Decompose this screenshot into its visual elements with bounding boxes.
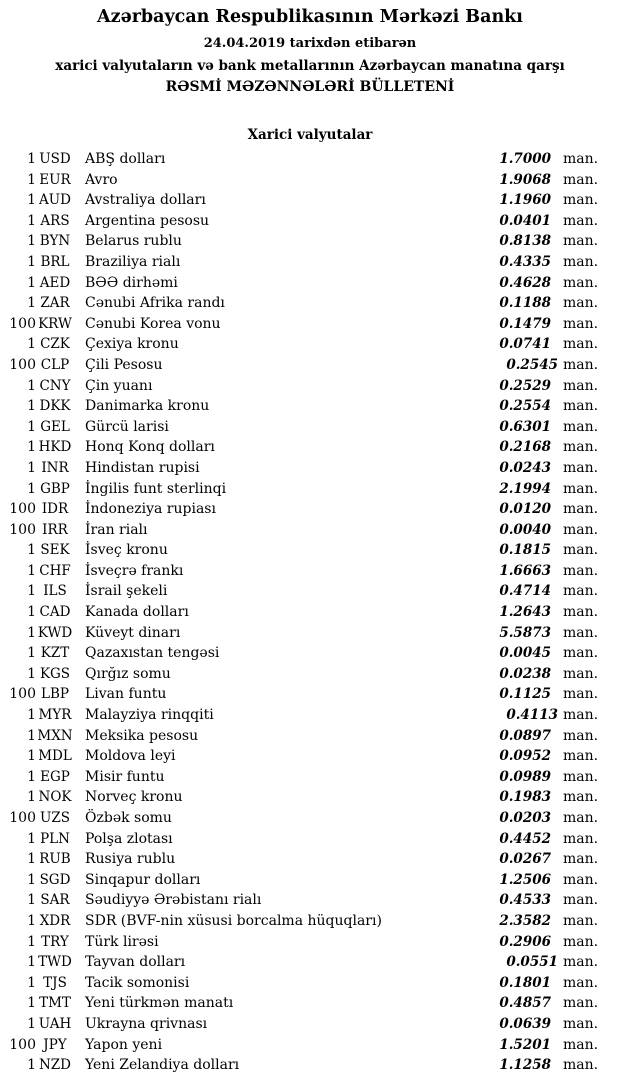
currency-code: MDL xyxy=(38,748,72,765)
rate-value: 0.1815 xyxy=(499,542,551,559)
rate-value: 0.4452 xyxy=(499,830,551,847)
rate-value: 0.1125 xyxy=(499,686,551,703)
unit-label: man. xyxy=(563,459,599,476)
rate-value: 0.1188 xyxy=(499,295,551,312)
currency-code: XDR xyxy=(39,912,71,929)
unit-label: man. xyxy=(563,521,599,538)
currency-code: KZT xyxy=(40,645,70,662)
nominal-value: 1 xyxy=(27,480,36,497)
unit-label: man. xyxy=(563,1015,599,1032)
currency-code: JPY xyxy=(43,1036,67,1053)
rate-value: 0.1479 xyxy=(499,315,551,332)
currency-name: Argentina pesosu xyxy=(85,212,210,229)
currency-code: SEK xyxy=(40,542,70,559)
nominal-value: 1 xyxy=(27,665,36,682)
currency-name: Yeni Zelandiya dolları xyxy=(85,1057,240,1074)
rate-value: 2.3582 xyxy=(499,912,551,929)
exchange-rate-row xyxy=(0,808,620,829)
nominal-value: 1 xyxy=(27,192,36,209)
currency-name: Qazaxıstan tengəsi xyxy=(85,645,220,662)
nominal-value: 1 xyxy=(27,253,36,270)
rate-value: 0.2906 xyxy=(499,933,551,950)
nominal-value: 1 xyxy=(27,542,36,559)
exchange-rate-row xyxy=(0,1035,620,1056)
currency-code: AED xyxy=(39,274,71,291)
unit-label: man. xyxy=(563,542,599,559)
rate-value: 0.0267 xyxy=(499,851,551,868)
currency-name: Moldova leyi xyxy=(85,748,176,765)
currency-name: Ukrayna qrivnası xyxy=(85,1015,208,1032)
unit-label: man. xyxy=(563,583,599,600)
bulletin-page xyxy=(0,7,620,1080)
rate-value: 1.6663 xyxy=(499,562,551,579)
unit-label: man. xyxy=(563,727,599,744)
currency-name: Honq Konq dolları xyxy=(85,439,215,456)
currency-code: TMT xyxy=(39,995,71,1012)
unit-label: man. xyxy=(563,645,599,662)
exchange-rate-row xyxy=(0,314,620,335)
currency-code: CZK xyxy=(40,336,70,353)
nominal-value: 1 xyxy=(27,768,36,785)
currency-name: İndoneziya rupiası xyxy=(85,501,216,518)
nominal-value: 1 xyxy=(27,562,36,579)
currency-code: EUR xyxy=(39,171,71,188)
exchange-rate-row xyxy=(0,355,620,376)
nominal-value: 1 xyxy=(27,171,36,188)
section-title-foreign-currencies: Xarici valyutalar xyxy=(247,127,373,143)
rate-value: 0.1983 xyxy=(499,789,551,806)
unit-label: man. xyxy=(563,830,599,847)
rate-value: 0.0203 xyxy=(499,810,551,826)
unit-label: man. xyxy=(563,501,599,518)
rate-value: 1.5201 xyxy=(499,1036,551,1053)
exchange-rate-row xyxy=(0,581,620,602)
currency-name: İran rialı xyxy=(85,521,148,538)
currency-code: USD xyxy=(39,151,71,167)
nominal-value: 1 xyxy=(27,624,36,641)
unit-label: man. xyxy=(563,418,599,435)
exchange-rate-row xyxy=(0,952,620,973)
bulletin-title: RƏSMİ MƏZƏNNƏLƏRİ BÜLLETENİ xyxy=(165,79,455,95)
currency-name: Danimarka kronu xyxy=(85,398,210,415)
currency-code: DKK xyxy=(39,398,71,415)
exchange-rate-row xyxy=(0,746,620,767)
exchange-rate-row xyxy=(0,890,620,911)
rate-value: 0.0897 xyxy=(499,727,551,744)
currency-code: RUB xyxy=(39,851,71,868)
currency-code: IRR xyxy=(42,521,68,538)
rate-value: 1.1960 xyxy=(499,192,551,209)
exchange-rate-row xyxy=(0,911,620,932)
exchange-rate-row xyxy=(0,170,620,191)
rate-value: 0.4628 xyxy=(499,274,551,291)
exchange-rate-row xyxy=(0,993,620,1014)
exchange-rate-row xyxy=(0,829,620,850)
exchange-rate-row xyxy=(0,1014,620,1035)
rate-value: 1.7000 xyxy=(499,151,551,167)
currency-name: Yapon yeni xyxy=(85,1036,163,1053)
currency-name: İngilis funt sterlinqi xyxy=(85,480,227,497)
exchange-rate-row xyxy=(0,520,620,541)
currency-code: INR xyxy=(41,459,69,476)
currency-name: Tacik somonisi xyxy=(85,974,190,991)
currency-code: SAR xyxy=(40,892,70,909)
exchange-rate-row xyxy=(0,437,620,458)
exchange-rate-row xyxy=(0,149,620,170)
currency-code: KGS xyxy=(39,665,71,682)
currency-name: Livan funtu xyxy=(85,686,167,703)
rate-value: 0.4533 xyxy=(499,892,551,909)
exchange-rate-row xyxy=(0,376,620,397)
currency-code: GBP xyxy=(40,480,70,497)
unit-label: man. xyxy=(563,562,599,579)
nominal-value: 1 xyxy=(27,1015,36,1032)
rate-value: 1.2643 xyxy=(499,604,551,621)
unit-label: man. xyxy=(563,398,599,415)
unit-label: man. xyxy=(563,377,599,394)
unit-label: man. xyxy=(563,274,599,291)
currency-name: Cənubi Afrika randı xyxy=(85,295,225,312)
nominal-value: 1 xyxy=(27,459,36,476)
currency-name: Meksika pesosu xyxy=(85,727,199,744)
currency-name: İsveç kronu xyxy=(85,542,168,559)
nominal-value: 1 xyxy=(27,727,36,744)
currency-code: TJS xyxy=(43,974,67,991)
nominal-value: 100 xyxy=(9,686,36,703)
currency-name: Cənubi Korea vonu xyxy=(85,315,221,332)
rate-value: 0.4335 xyxy=(499,253,551,270)
currency-code: SGD xyxy=(39,871,71,888)
rate-value: 0.0120 xyxy=(499,501,551,518)
rate-value: 0.0401 xyxy=(499,212,551,229)
nominal-value: 1 xyxy=(27,645,36,662)
exchange-rate-row xyxy=(0,334,620,355)
exchange-rate-row xyxy=(0,190,620,211)
rate-value: 0.0989 xyxy=(499,768,551,785)
currency-code: EGP xyxy=(40,768,70,785)
exchange-rate-row xyxy=(0,499,620,520)
rate-value: 0.4714 xyxy=(499,583,551,600)
currency-code: CLP xyxy=(40,356,70,373)
unit-label: man. xyxy=(563,954,599,971)
rate-value: 0.8138 xyxy=(499,233,551,250)
unit-label: man. xyxy=(563,871,599,888)
unit-label: man. xyxy=(563,995,599,1012)
unit-label: man. xyxy=(563,789,599,806)
exchange-rate-row xyxy=(0,602,620,623)
currency-code: KWD xyxy=(37,624,73,641)
unit-label: man. xyxy=(563,315,599,332)
currency-name: BƏƏ dirhəmi xyxy=(85,274,178,291)
exchange-rate-row xyxy=(0,643,620,664)
currency-name: Norveç kronu xyxy=(85,789,183,806)
currency-code: ZAR xyxy=(40,295,70,312)
currency-name: İsrail şekeli xyxy=(85,583,168,600)
currency-name: Səudiyyə Ərəbistanı rialı xyxy=(85,892,262,909)
currency-name: Hindistan rupisi xyxy=(85,459,200,476)
effective-date-line: 24.04.2019 tarixdən etibarən xyxy=(203,36,417,51)
unit-label: man. xyxy=(563,810,599,826)
currency-name: Belarus rublu xyxy=(85,233,182,250)
nominal-value: 100 xyxy=(9,521,36,538)
unit-label: man. xyxy=(563,356,599,373)
exchange-rate-row xyxy=(0,664,620,685)
unit-label: man. xyxy=(563,192,599,209)
currency-code: TRY xyxy=(41,933,69,950)
currency-name: Polşa zlotası xyxy=(85,830,173,847)
rate-value: 0.6301 xyxy=(499,418,551,435)
bank-title: Azərbaycan Respublikasının Mərkəzi Bankı xyxy=(97,7,523,27)
currency-code: MXN xyxy=(37,727,73,744)
nominal-value: 1 xyxy=(27,583,36,600)
unit-label: man. xyxy=(563,1036,599,1053)
exchange-rate-row xyxy=(0,932,620,953)
nominal-value: 1 xyxy=(27,933,36,950)
rate-value: 0.0741 xyxy=(499,336,551,353)
unit-label: man. xyxy=(563,212,599,229)
nominal-value: 1 xyxy=(27,995,36,1012)
exchange-rate-row xyxy=(0,293,620,314)
currency-name: Qırğız somu xyxy=(85,665,171,682)
currency-code: TWD xyxy=(38,954,72,971)
unit-label: man. xyxy=(563,912,599,929)
currency-code: CHF xyxy=(39,562,71,579)
nominal-value: 1 xyxy=(27,295,36,312)
nominal-value: 1 xyxy=(27,871,36,888)
rate-value: 0.0045 xyxy=(499,645,551,662)
currency-name: Misir funtu xyxy=(85,768,165,785)
unit-label: man. xyxy=(563,439,599,456)
rate-value: 0.4857 xyxy=(499,995,551,1012)
currency-name: Gürcü larisi xyxy=(85,418,169,435)
nominal-value: 100 xyxy=(9,810,36,826)
currency-name: Sinqapur dolları xyxy=(85,871,201,888)
nominal-value: 1 xyxy=(27,439,36,456)
currency-name: Avro xyxy=(85,171,118,188)
nominal-value: 1 xyxy=(27,789,36,806)
exchange-rate-row xyxy=(0,417,620,438)
exchange-rate-row xyxy=(0,252,620,273)
nominal-value: 1 xyxy=(27,274,36,291)
exchange-rate-row xyxy=(0,561,620,582)
unit-label: man. xyxy=(563,480,599,497)
currency-name: Çili Pesosu xyxy=(85,356,163,373)
rate-value: 1.1258 xyxy=(499,1057,551,1074)
nominal-value: 1 xyxy=(27,974,36,991)
exchange-rate-row xyxy=(0,479,620,500)
nominal-value: 1 xyxy=(27,418,36,435)
rate-value: 0.2168 xyxy=(499,439,551,456)
currency-code: BRL xyxy=(40,253,70,270)
unit-label: man. xyxy=(563,851,599,868)
exchange-rate-table xyxy=(0,149,620,1076)
currency-name: İsveçrə frankı xyxy=(85,562,184,579)
exchange-rate-row xyxy=(0,705,620,726)
unit-label: man. xyxy=(563,748,599,765)
exchange-rate-row xyxy=(0,396,620,417)
nominal-value: 100 xyxy=(9,1036,36,1053)
currency-name: Çin yuanı xyxy=(85,377,153,394)
unit-label: man. xyxy=(563,707,599,724)
currency-name: Kanada dolları xyxy=(85,604,189,621)
currency-code: MYR xyxy=(38,707,72,724)
rate-value: 0.0243 xyxy=(499,459,551,476)
unit-label: man. xyxy=(563,624,599,641)
currency-name: SDR (BVF-nin xüsusi borcalma hüquqları) xyxy=(85,912,382,929)
nominal-value: 1 xyxy=(27,830,36,847)
rate-value: 0.2545 xyxy=(506,356,558,373)
nominal-value: 100 xyxy=(9,356,36,373)
exchange-rate-row xyxy=(0,211,620,232)
nominal-value: 1 xyxy=(27,233,36,250)
nominal-value: 1 xyxy=(27,892,36,909)
nominal-value: 1 xyxy=(27,398,36,415)
currency-name: Tayvan dolları xyxy=(85,954,186,971)
currency-code: HKD xyxy=(38,439,72,456)
exchange-rate-row xyxy=(0,458,620,479)
unit-label: man. xyxy=(563,686,599,703)
currency-code: CNY xyxy=(39,377,71,394)
rate-value: 1.2506 xyxy=(499,871,551,888)
unit-label: man. xyxy=(563,336,599,353)
unit-label: man. xyxy=(563,604,599,621)
currency-code: CAD xyxy=(39,604,71,621)
currency-code: NOK xyxy=(38,789,72,806)
nominal-value: 1 xyxy=(27,851,36,868)
nominal-value: 1 xyxy=(27,954,36,971)
currency-code: GEL xyxy=(40,418,70,435)
currency-code: LBP xyxy=(41,686,69,703)
rate-value: 0.0551 xyxy=(506,954,558,971)
rate-value: 0.0639 xyxy=(499,1015,551,1032)
currency-name: Özbək somu xyxy=(85,810,172,826)
nominal-value: 1 xyxy=(27,377,36,394)
currency-code: KRW xyxy=(38,315,72,332)
nominal-value: 1 xyxy=(27,212,36,229)
exchange-rate-row xyxy=(0,726,620,747)
unit-label: man. xyxy=(563,1057,599,1074)
rate-value: 0.0040 xyxy=(499,521,551,538)
exchange-rate-row xyxy=(0,870,620,891)
nominal-value: 1 xyxy=(27,336,36,353)
unit-label: man. xyxy=(563,665,599,682)
currency-code: ARS xyxy=(40,212,70,229)
nominal-value: 100 xyxy=(9,315,36,332)
unit-label: man. xyxy=(563,892,599,909)
currency-code: PLN xyxy=(40,830,70,847)
unit-label: man. xyxy=(563,253,599,270)
rate-value: 1.9068 xyxy=(499,171,551,188)
exchange-rate-row xyxy=(0,787,620,808)
currency-code: IDR xyxy=(41,501,69,518)
exchange-rate-row xyxy=(0,231,620,252)
unit-label: man. xyxy=(563,933,599,950)
rate-value: 0.4113 xyxy=(506,707,558,724)
unit-label: man. xyxy=(563,233,599,250)
currency-code: ILS xyxy=(43,583,67,600)
rate-value: 0.1801 xyxy=(499,974,551,991)
exchange-rate-row xyxy=(0,684,620,705)
unit-label: man. xyxy=(563,295,599,312)
currency-code: UAH xyxy=(38,1015,72,1032)
nominal-value: 1 xyxy=(27,748,36,765)
nominal-value: 1 xyxy=(27,151,36,167)
currency-name: ABŞ dolları xyxy=(85,151,166,167)
rate-value: 0.2554 xyxy=(499,398,551,415)
exchange-rate-row xyxy=(0,973,620,994)
rate-value: 0.2529 xyxy=(499,377,551,394)
rate-value: 0.0952 xyxy=(499,748,551,765)
exchange-rate-row xyxy=(0,849,620,870)
currency-code: NZD xyxy=(38,1057,72,1074)
exchange-rate-row xyxy=(0,273,620,294)
currency-name: Avstraliya dolları xyxy=(85,192,206,209)
exchange-rate-row xyxy=(0,540,620,561)
exchange-rate-row xyxy=(0,767,620,788)
currency-name: Küveyt dinarı xyxy=(85,624,181,641)
rate-value: 5.5873 xyxy=(499,624,551,641)
currency-code: AUD xyxy=(39,192,71,209)
unit-label: man. xyxy=(563,768,599,785)
currency-code: BYN xyxy=(39,233,71,250)
unit-label: man. xyxy=(563,974,599,991)
unit-label: man. xyxy=(563,171,599,188)
unit-label: man. xyxy=(563,151,599,167)
exchange-rate-row xyxy=(0,623,620,644)
currency-name: Malayziya rinqqiti xyxy=(85,707,214,724)
currency-name: Türk lirəsi xyxy=(85,933,159,950)
rate-value: 0.0238 xyxy=(499,665,551,682)
bulletin-subtitle: xarici valyutaların və bank metallarının Azərbaycan manatına qarşı xyxy=(55,58,565,74)
currency-name: Yeni türkmən manatı xyxy=(85,995,234,1012)
rate-value: 2.1994 xyxy=(499,480,551,497)
nominal-value: 1 xyxy=(27,1057,36,1074)
currency-code: UZS xyxy=(39,810,70,826)
currency-name: Çexiya kronu xyxy=(85,336,179,353)
nominal-value: 1 xyxy=(27,707,36,724)
currency-name: Braziliya rialı xyxy=(85,253,181,270)
currency-name: Rusiya rublu xyxy=(85,851,176,868)
nominal-value: 1 xyxy=(27,912,36,929)
nominal-value: 100 xyxy=(9,501,36,518)
nominal-value: 1 xyxy=(27,604,36,621)
